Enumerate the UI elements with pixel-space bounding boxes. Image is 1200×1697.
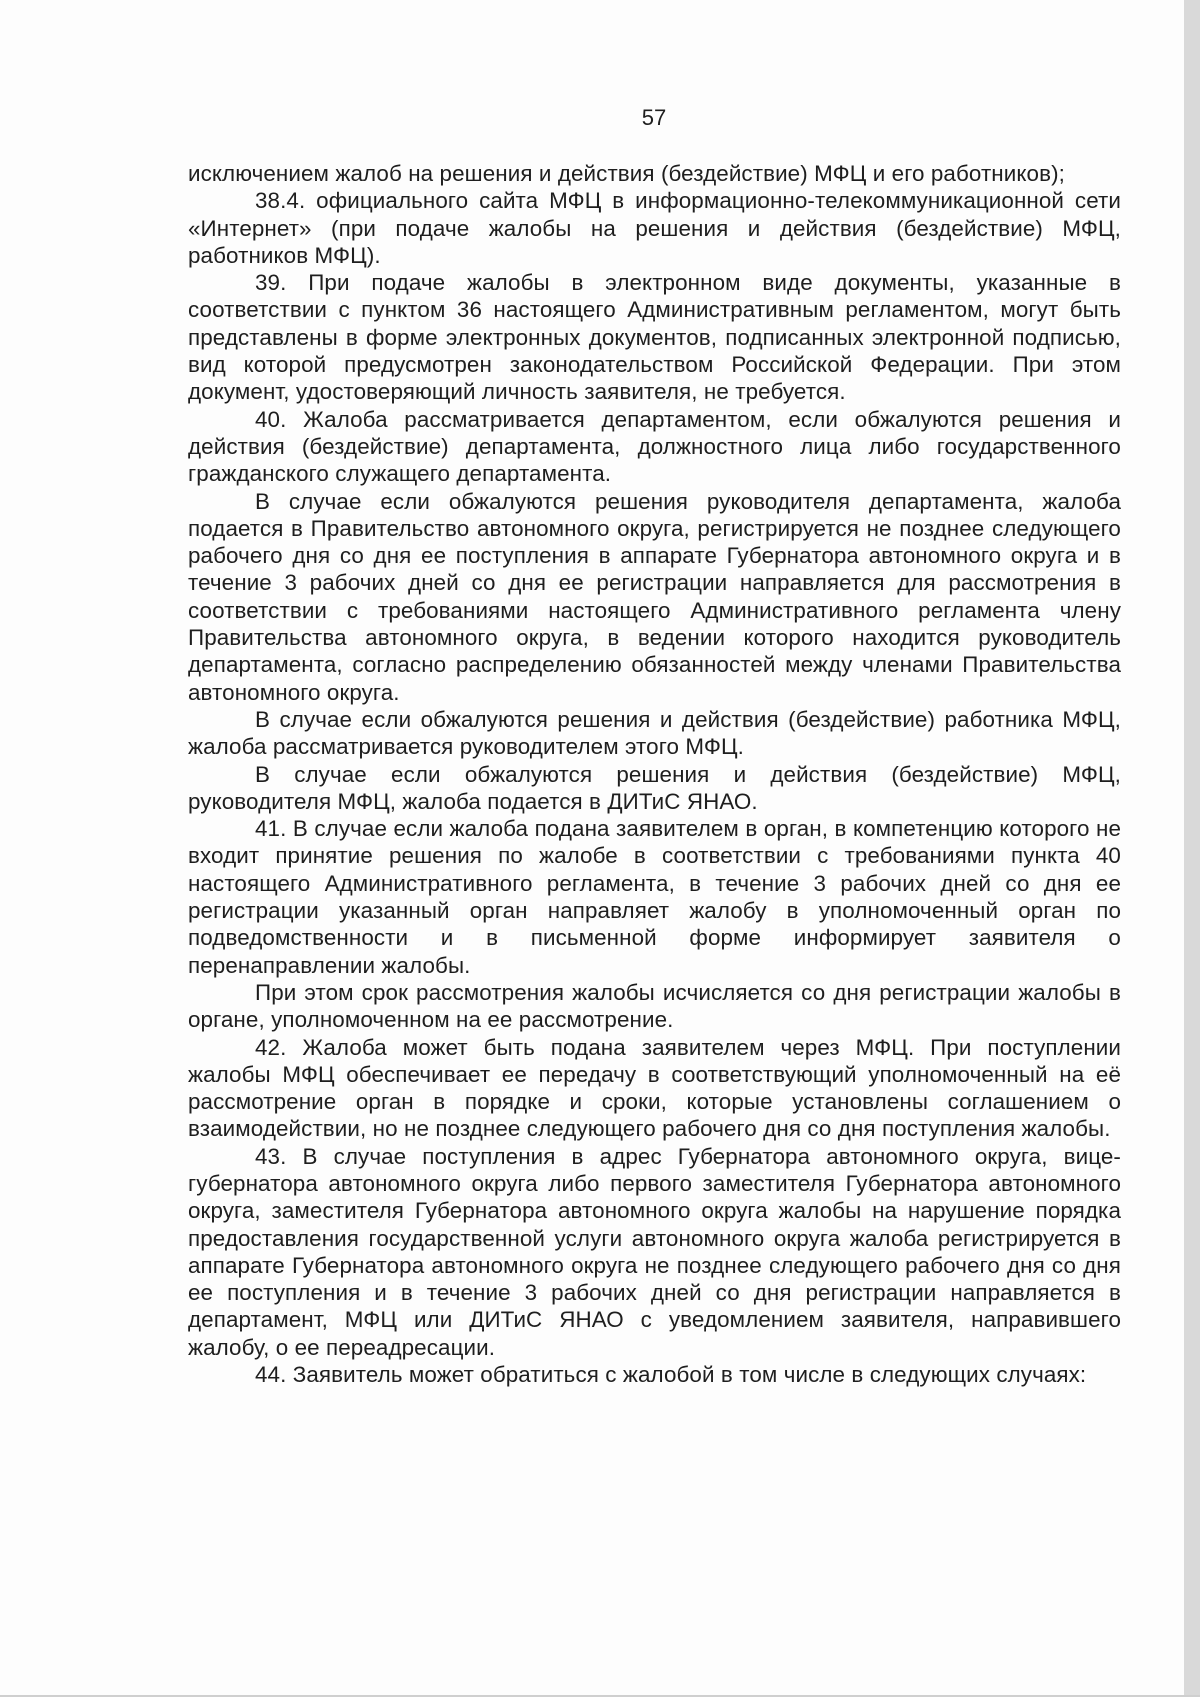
paragraph-39: 39. При подаче жалобы в электронном виде документы, указанные в соответствии с пунктом 36 настоящего Административным регламентом, могут быть представлены в форме электронных документов, подписанных электронной подписью, вид которой предусмотрен законодательством Российской Федерации. При этом документ, удостоверяющий личность заявителя, не требуется.	[188, 270, 1121, 405]
paragraph-1: исключением жалоб на решения и действия (бездействие) МФЦ и его работников);	[188, 161, 1065, 186]
paragraph-40: 40. Жалоба рассматривается департаментом, если обжалуются решения и действия (бездействие) департамента, должностного лица либо государственного гражданского служащего департамента.	[188, 406, 1121, 487]
paragraph-40-mfc: В случае если обжалуются решения и действия (бездействие) МФЦ, руководителя МФЦ, жалоба подается в ДИТиС ЯНАО.	[188, 761, 1121, 814]
scan-edge-right	[1184, 0, 1200, 1697]
document-body	[188, 160, 1121, 1388]
paragraph-42: 42. Жалоба может быть подана заявителем через МФЦ. При поступлении жалобы МФЦ обеспечивает ее передачу в соответствующий уполномоченный на её рассмотрение орган в порядке и сроки, которые установлены соглашением о взаимодействии, но не позднее следующего рабочего дня со дня поступления жалобы.	[188, 1034, 1121, 1142]
paragraph-38-4: 38.4. официального сайта МФЦ в информационно-телекоммуникационной сети «Интернет» (при подаче жалобы на решения и действия (бездействие) МФЦ, работников МФЦ).	[188, 188, 1121, 268]
paragraph-40-head-complaint: В случае если обжалуются решения руководителя департамента, жалоба подается в Правительство автономного округа, регистрируется не позднее следующего рабочего дня со дня ее поступления в аппарате Губернатора автономного округа и в течение 3 рабочих дней со дня ее регистрации направляется для рассмотрения в соответствии с требованиями настоящего Административного регламента члену Правительства автономного округа, в ведении которого находится руководитель департамента, согласно распределению обязанностей между членами Правительства автономного округа.	[188, 488, 1121, 705]
page-number: 57	[641, 105, 667, 130]
paragraph-41-term: При этом срок рассмотрения жалобы исчисляется со дня регистрации жалобы в органе, уполномоченном на ее рассмотрение.	[188, 979, 1121, 1033]
paragraph-41: 41. В случае если жалоба подана заявителем в орган, в компетенцию которого не входит принятие решения по жалобе в соответствии с требованиями пункта 40 настоящего Административного регламента, в течение 3 рабочих дней со дня ее регистрации указанный орган направляет жалобу в уполномоченный орган по подведомственности и в письменной форме информирует заявителя о перенаправлении жалобы.	[188, 816, 1121, 978]
paragraph-40-mfc-employee: В случае если обжалуются решения и действия (бездействие) работника МФЦ, жалоба рассматривается руководителем этого МФЦ.	[188, 706, 1121, 760]
paragraph-43: 43. В случае поступления в адрес Губернатора автономного округа, вице-губернатора автономного округа либо первого заместителя Губернатора автономного округа, заместителя Губернатора автономного округа жалобы на нарушение порядка предоставления государственной услуги автономного округа жалоба регистрируется в аппарате Губернатора автономного округа не позднее следующего рабочего дня со дня ее поступления и в течение 3 рабочих дней со дня регистрации направляется в департамент, МФЦ или ДИТиС ЯНАО с уведомлением заявителя, направившего жалобу, о ее переадресации.	[188, 1143, 1121, 1360]
paragraph-44: 44. Заявитель может обратиться с жалобой в том числе в следующих случаях:	[255, 1362, 1087, 1388]
